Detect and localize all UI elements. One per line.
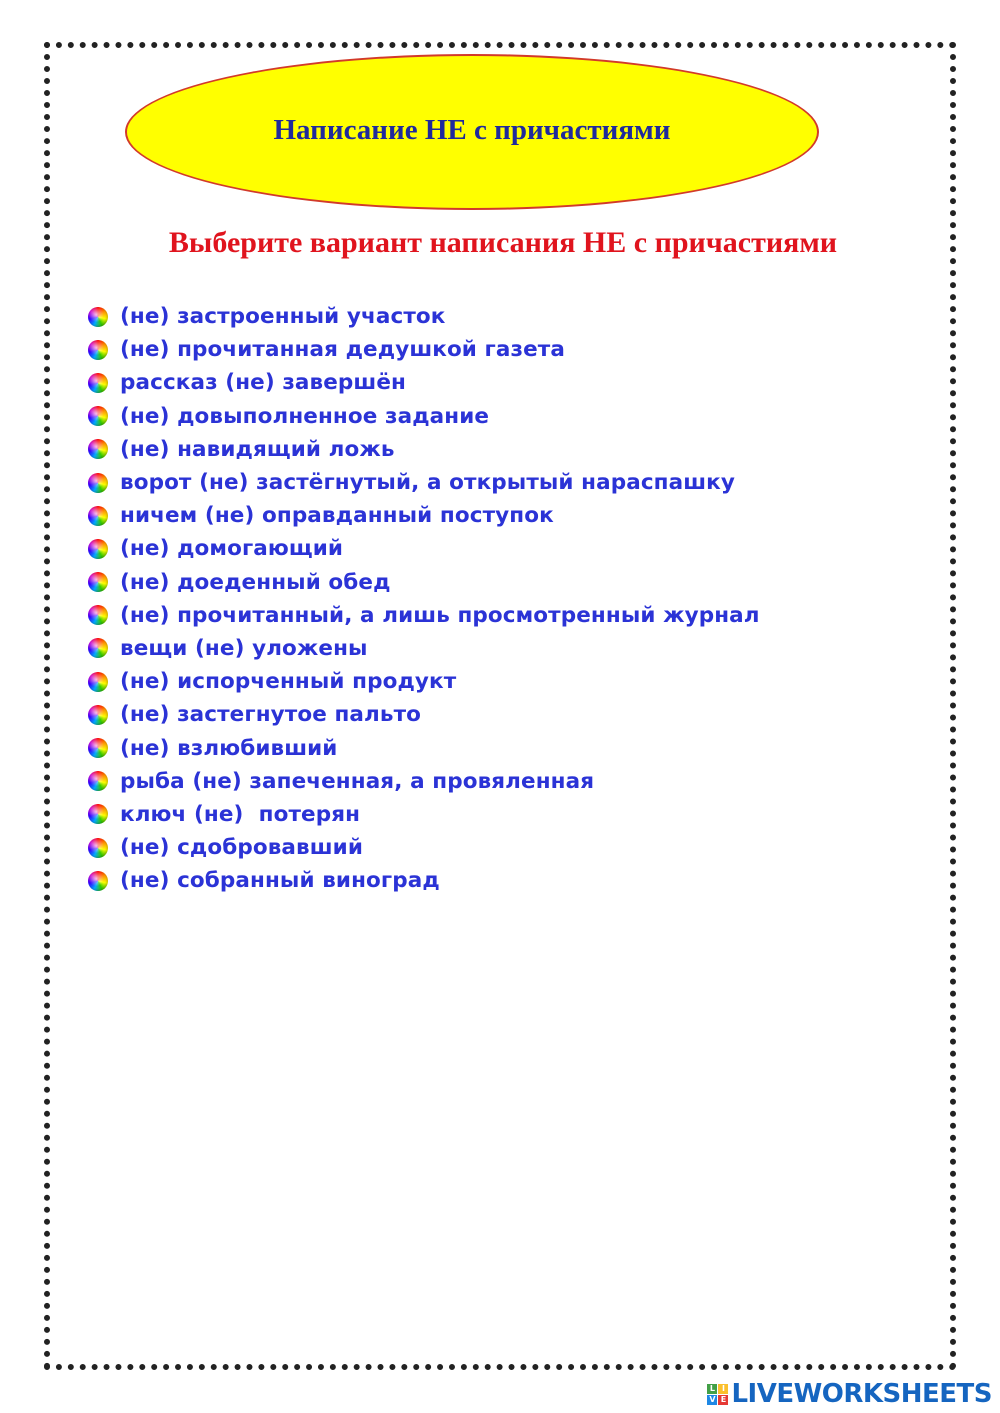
list-item[interactable] [88,665,760,698]
list-item-text: ворот (не) застёгнутый, а открытый нараспашку [120,470,735,496]
list-item[interactable] [88,333,760,366]
rainbow-bullet-icon [88,572,108,592]
list-item-text: (не) довыполненное задание [120,403,490,429]
list-item-text: ключ (не) потерян [120,801,361,827]
rainbow-bullet-icon [88,539,108,559]
list-item-text: (не) испорченный продукт [120,669,457,695]
list-item-text: рассказ (не) завершён [120,370,406,396]
liveworksheets-logo-icon: L I V E [707,1384,728,1405]
list-item[interactable] [88,599,760,632]
rainbow-bullet-icon [88,804,108,824]
list-item-text: (не) домогающий [120,536,344,562]
list-item-text: (не) собранный виноград [120,868,440,894]
list-item-text: (не) прочитанный, а лишь просмотренный журнал [120,602,760,628]
title-ellipse [125,54,819,210]
list-item-text: (не) взлюбивший [120,735,338,761]
rainbow-bullet-icon [88,605,108,625]
list-item[interactable] [88,731,760,764]
rainbow-bullet-icon [88,340,108,360]
list-item[interactable] [88,433,760,466]
watermark-text: LIVEWORKSHEETS [731,1379,992,1409]
rainbow-bullet-icon [88,373,108,393]
list-item[interactable] [88,400,760,433]
list-item-text: (не) застроенный участок [120,304,446,330]
list-item[interactable] [88,566,760,599]
rainbow-bullet-icon [88,705,108,725]
list-item[interactable] [88,499,760,532]
list-item-text: вещи (не) уложены [120,635,368,661]
list-item[interactable] [88,765,760,798]
list-item[interactable] [88,798,760,831]
rainbow-bullet-icon [88,771,108,791]
rainbow-bullet-icon [88,672,108,692]
rainbow-bullet-icon [88,506,108,526]
phrase-list [88,300,760,897]
list-item-text: (не) застегнутое пальто [120,702,422,728]
list-item[interactable] [88,366,760,399]
list-item[interactable] [88,300,760,333]
list-item[interactable] [88,864,760,897]
rainbow-bullet-icon [88,838,108,858]
liveworksheets-watermark [707,1379,992,1409]
rainbow-bullet-icon [88,439,108,459]
rainbow-bullet-icon [88,871,108,891]
rainbow-bullet-icon [88,307,108,327]
page-title: Написание НЕ с причастиями [273,113,671,146]
rainbow-bullet-icon [88,406,108,426]
list-item-text: (не) прочитанная дедушкой газета [120,337,565,363]
list-item-text: (не) доеденный обед [120,569,391,595]
list-item-text: ничем (не) оправданный поступок [120,503,554,529]
list-item[interactable] [88,466,760,499]
list-item[interactable] [88,632,760,665]
list-item[interactable] [88,698,760,731]
list-item-text: рыба (не) запеченная, а провяленная [120,768,595,794]
list-item[interactable] [88,532,760,565]
rainbow-bullet-icon [88,638,108,658]
list-item-text: (не) сдобровавший [120,835,364,861]
list-item-text: (не) навидящий ложь [120,436,395,462]
rainbow-bullet-icon [88,738,108,758]
rainbow-bullet-icon [88,473,108,493]
list-item[interactable] [88,831,760,864]
instruction-subtitle: Выберите вариант написания НЕ с причастиями [168,226,838,259]
